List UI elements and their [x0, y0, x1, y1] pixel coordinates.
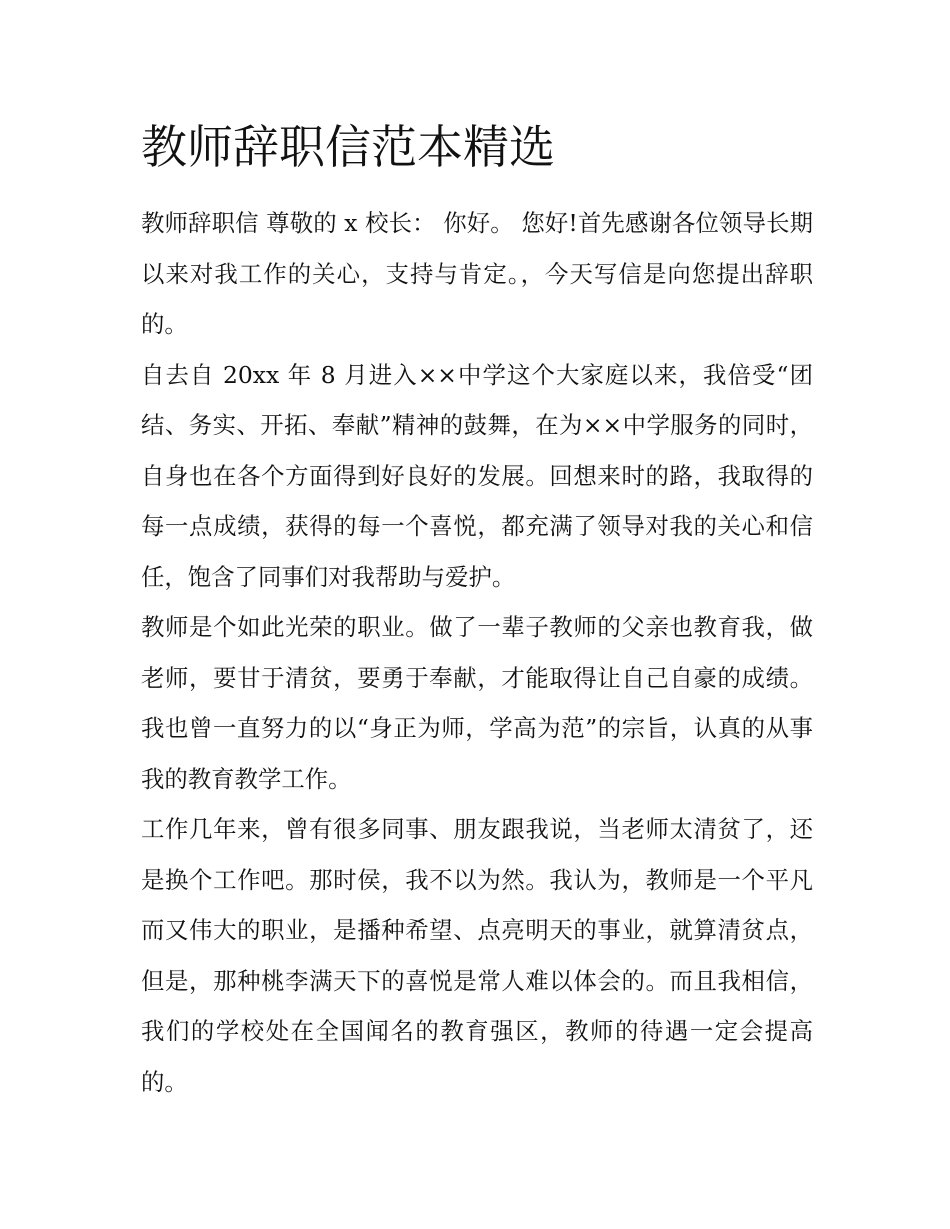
paragraph-3: 教师是个如此光荣的职业。做了一辈子教师的父亲也教育我，做老师，要甘于清贫，要勇于奉献，才能取得让自己自豪的成绩。我也曾一直努力的以“身正为师，学高为范”的宗旨，认真的从事我的教育教学工作。 [141, 613, 813, 793]
document-title: 教师辞职信范本精选 [141, 120, 555, 174]
paragraph-4: 工作几年来，曾有很多同事、朋友跟我说，当老师太清贫了，还是换个工作吧。那时侯，我不以为然。我认为，教师是一个平凡而又伟大的职业，是播种希望、点亮明天的事业，就算清贫点，但是，那种桃李满天下的喜悦是常人难以体会的。而且我相信，我们的学校处在全国闻名的教育强区，教师的待遇一定会提高的。 [141, 815, 813, 1096]
paragraph-1: 教师辞职信 尊敬的 x 校长： 你好。 您好!首先感谢各位领导长期以来对我工作的关心，支持与肯定。，今天写信是向您提出辞职的。 [141, 209, 813, 338]
document-page [141, 112, 813, 1107]
paragraph-2: 自去自 20xx 年 8 月进入××中学这个大家庭以来，我倍受“团结、务实、开拓、奉献”精神的鼓舞，在为××中学服务的同时，自身也在各个方面得到好良好的发展。回想来时的路，我取得的每一点成绩，获得的每一个喜悦，都充满了领导对我的关心和信任，饱含了同事们对我帮助与爱护。 [141, 360, 813, 591]
